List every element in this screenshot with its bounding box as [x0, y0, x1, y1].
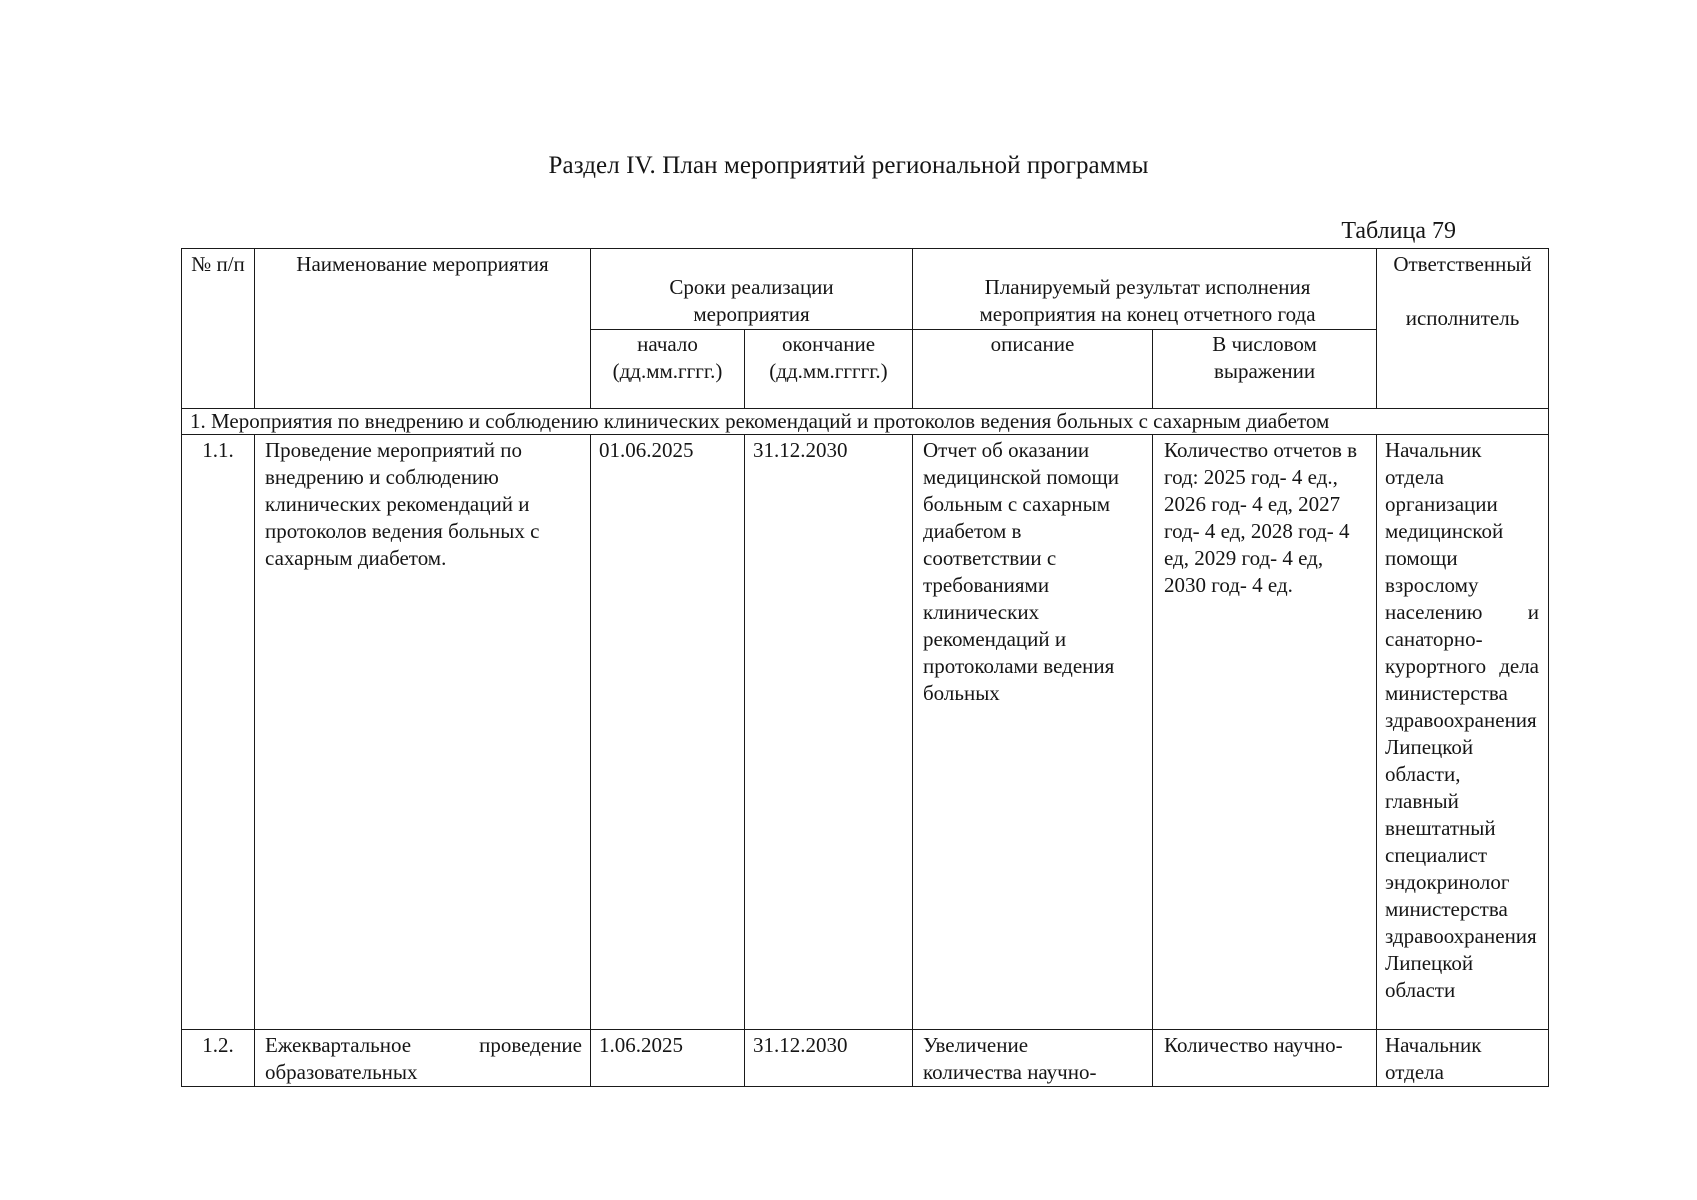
header-date-end: окончание (дд.мм.ггггг.): [745, 330, 913, 409]
header-result-group: Планируемый результат исполнения мероприятия на конец отчетного года: [913, 249, 1377, 330]
table-row: [182, 435, 1549, 1030]
section-title: 1. Мероприятия по внедрению и соблюдению клинических рекомендаций и протоколов ведения больных с сахарным диабетом: [182, 409, 1549, 435]
row-responsible: Начальник отдела: [1377, 1030, 1549, 1087]
table-row: [182, 1030, 1549, 1087]
row-start-date: 01.06.2025: [591, 435, 745, 1030]
row-numeric: Количество научно-: [1153, 1030, 1377, 1087]
header-responsible-line2: исполнитель: [1405, 306, 1520, 330]
header-result-numeric: В числовом выражении: [1153, 330, 1377, 409]
header-date-start: начало (дд.мм.гггг.): [591, 330, 745, 409]
header-row-top: [182, 249, 1549, 330]
header-responsible: [1377, 249, 1549, 409]
table-number-label: Таблица 79: [1341, 218, 1456, 244]
header-responsible-line1: Ответственный: [1393, 252, 1532, 276]
row-number: 1.2.: [182, 1030, 255, 1087]
row-start-date: 1.06.2025: [591, 1030, 745, 1087]
row-description: Отчет об оказании медицинской помощи больным с сахарным диабетом в соответствии с требованиями клинических рекомендаций и протоколами ведения больных: [913, 435, 1153, 1030]
plan-table: [181, 248, 1549, 1087]
header-num: № п/п: [182, 249, 255, 409]
header-result-desc: описание: [913, 330, 1153, 409]
row-name: Ежеквартальное проведение образовательных: [255, 1030, 591, 1087]
row-responsible: Начальник отдела организации медицинской помощи взрослому населению и санаторно-курортного дела министерства здравоохранения Липецкой области, главный внештатный специалист эндокринолог министерства здравоохранения Липецкой области: [1377, 435, 1549, 1030]
page-title: Раздел IV. План мероприятий региональной программы: [548, 152, 1149, 179]
row-name: Проведение мероприятий по внедрению и соблюдению клинических рекомендаций и протоколов ведения больных с сахарным диабетом.: [255, 435, 591, 1030]
row-numeric: Количество отчетов в год: 2025 год- 4 ед., 2026 год- 4 ед, 2027 год- 4 ед, 2028 год- 4 ед, 2029 год- 4 ед, 2030 год- 4 ед.: [1153, 435, 1377, 1030]
row-description: Увеличение количества научно-: [913, 1030, 1153, 1087]
header-dates-group: Сроки реализации мероприятия: [591, 249, 913, 330]
row-number: 1.1.: [182, 435, 255, 1030]
row-end-date: 31.12.2030: [745, 435, 913, 1030]
row-end-date: 31.12.2030: [745, 1030, 913, 1087]
section-row: [182, 409, 1549, 435]
header-name: Наименование мероприятия: [255, 249, 591, 409]
